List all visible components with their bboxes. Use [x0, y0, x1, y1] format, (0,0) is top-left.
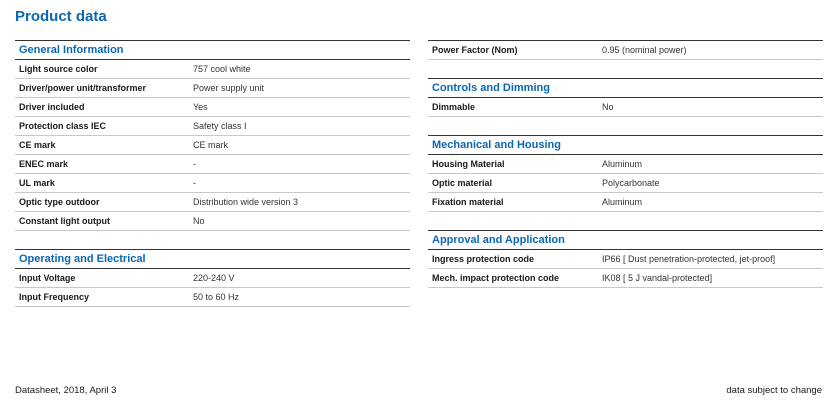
section-title: Mechanical and Housing	[428, 136, 823, 155]
controls-dimming-section	[428, 78, 823, 117]
row-label: Power Factor (Nom)	[432, 45, 518, 55]
row-value: Aluminum	[602, 159, 643, 169]
row-label: Optic type outdoor	[19, 197, 100, 207]
row-value: IK08 [ 5 J vandal-protected]	[602, 273, 713, 283]
table-row	[428, 41, 823, 60]
approval-application-section	[428, 230, 823, 288]
row-label: Ingress protection code	[432, 254, 535, 264]
section-gap	[15, 231, 410, 249]
section-gap	[428, 60, 823, 78]
row-value: Distribution wide version 3	[193, 197, 299, 207]
row-value: -	[193, 178, 196, 188]
section-title: Operating and Electrical	[15, 250, 410, 269]
table-row	[428, 155, 823, 174]
table-row	[428, 269, 823, 288]
table-row	[15, 288, 410, 307]
row-value: 0.95 (nominal power)	[602, 45, 687, 55]
row-label: Housing Material	[432, 159, 505, 169]
row-label: Driver included	[19, 102, 85, 112]
row-label: ENEC mark	[19, 159, 69, 169]
row-value: Polycarbonate	[602, 178, 660, 188]
row-value: Power supply unit	[193, 83, 265, 93]
row-label: Input Frequency	[19, 292, 90, 302]
row-value: 220-240 V	[193, 273, 235, 283]
row-label: Fixation material	[432, 197, 504, 207]
row-value: IP66 [ Dust penetration-protected, jet-proof]	[602, 254, 776, 264]
row-label: Optic material	[432, 178, 493, 188]
left-column	[15, 40, 410, 307]
row-label: Input Voltage	[19, 273, 76, 283]
section-gap	[428, 117, 823, 135]
row-value: CE mark	[193, 140, 229, 150]
footer-date: Datasheet, 2018, April 3	[15, 385, 117, 396]
table-row	[428, 174, 823, 193]
row-label: Driver/power unit/transformer	[19, 83, 147, 93]
table-row	[15, 136, 410, 155]
table-row	[15, 60, 410, 79]
table-row	[428, 98, 823, 117]
section-gap	[428, 212, 823, 230]
row-value: Yes	[193, 102, 208, 112]
table-row	[15, 155, 410, 174]
section-title: Approval and Application	[428, 231, 823, 250]
row-label: Light source color	[19, 64, 98, 74]
table-row	[15, 193, 410, 212]
row-label: Protection class IEC	[19, 121, 107, 131]
row-value: -	[193, 159, 196, 169]
row-label: Dimmable	[432, 102, 476, 112]
row-value: 757 cool white	[193, 64, 251, 74]
table-row	[15, 269, 410, 288]
section-title: Controls and Dimming	[428, 79, 823, 98]
table-row	[15, 212, 410, 231]
row-label: UL mark	[19, 178, 55, 188]
table-row	[428, 193, 823, 212]
table-row	[15, 98, 410, 117]
table-row	[428, 250, 823, 269]
right-column	[428, 40, 823, 288]
row-value: Safety class I	[193, 121, 247, 131]
row-value: 50 to 60 Hz	[193, 292, 240, 302]
row-label: Mech. impact protection code	[432, 273, 560, 283]
row-value: No	[602, 102, 614, 112]
footer-disclaimer: data subject to change	[726, 385, 822, 396]
row-value: Aluminum	[602, 197, 643, 207]
section-title: General Information	[15, 41, 410, 60]
row-label: CE mark	[19, 140, 56, 150]
page-title: Product data	[15, 8, 107, 25]
operating-electrical-section	[15, 249, 410, 307]
table-row	[15, 174, 410, 193]
row-label: Constant light output	[19, 216, 110, 226]
general-information-section	[15, 40, 410, 231]
table-row	[15, 117, 410, 136]
mechanical-housing-section	[428, 135, 823, 212]
power-factor-section	[428, 40, 823, 60]
table-row	[15, 79, 410, 98]
row-value: No	[193, 216, 205, 226]
